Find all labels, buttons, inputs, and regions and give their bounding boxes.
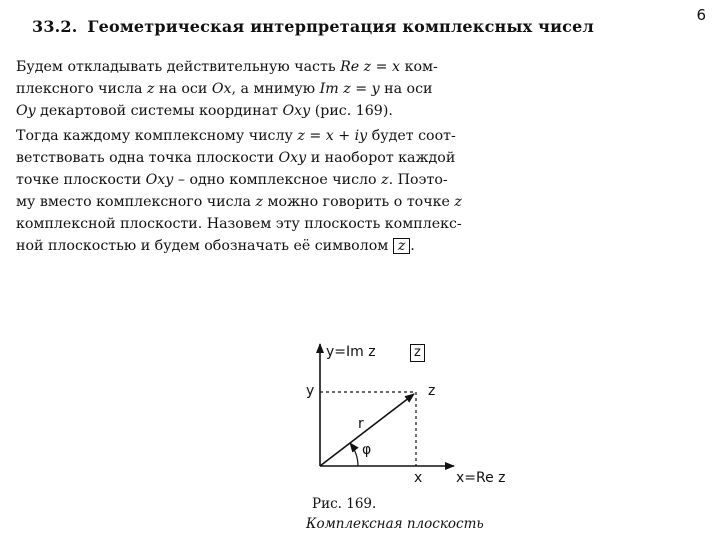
paragraph-2-line-6 <box>16 235 508 257</box>
paragraph-2 <box>16 125 508 257</box>
text-run: ком- <box>400 59 438 75</box>
formula: Oxy <box>282 103 311 119</box>
formula: Oxy <box>278 150 307 166</box>
figure-caption-number: Рис. 169. <box>312 496 377 512</box>
paragraph-1-line-2 <box>16 78 508 100</box>
text-run: и наоборот каждой <box>306 150 456 166</box>
paragraph-2-line-5 <box>16 213 508 235</box>
boxed-symbol: z <box>393 238 410 254</box>
y-coordinate-label: y <box>306 383 315 399</box>
point-z-label: z <box>428 383 436 399</box>
text-run: ной плоскостью и будем обозначать её символом <box>16 238 393 254</box>
formula: Oxy <box>145 172 174 188</box>
paragraph-1 <box>16 56 508 122</box>
section-number: 33.2. <box>32 17 78 36</box>
formula: Oy <box>16 103 36 119</box>
text-run: . Поэто- <box>388 172 448 188</box>
section-title: Геометрическая интерпретация комплексных чисел <box>87 17 594 36</box>
text-run: на оси <box>154 81 212 97</box>
paragraph-2-line-4 <box>16 191 508 213</box>
formula: Im z = y <box>319 81 380 97</box>
text-run: декартовой системы координат <box>35 103 283 119</box>
text-run: Будем откладывать действительную часть <box>16 59 341 75</box>
paragraph-2-line-3 <box>16 169 508 191</box>
text-run: можно говорить о точке <box>263 194 455 210</box>
formula: z <box>381 172 389 188</box>
x-axis-label: x=Re z <box>456 470 506 486</box>
y-axis-label: y=Im z <box>326 344 376 360</box>
text-run: плексного числа <box>16 81 147 97</box>
section-heading <box>32 17 594 36</box>
text-run: му вместо комплексного числа <box>16 194 256 210</box>
page-number: 6 <box>696 6 706 24</box>
text-run: на оси <box>379 81 433 97</box>
text-run: . <box>410 238 415 254</box>
text-run: , а мнимую <box>231 81 320 97</box>
paragraph-1-line-3 <box>16 100 508 122</box>
paragraph-2-line-1 <box>16 125 508 147</box>
text-run: ветствовать одна точка плоскости <box>16 150 279 166</box>
angle-arc <box>350 443 358 466</box>
argument-phi-label: φ <box>362 442 372 458</box>
text-run: (рис. 169). <box>310 103 393 119</box>
formula: Re z = x <box>340 59 401 75</box>
text-run: Тогда каждому комплексному числу <box>16 128 298 144</box>
figure-caption-text: Комплексная плоскость <box>306 516 484 532</box>
formula: z <box>255 194 264 210</box>
paragraph-1-line-1 <box>16 56 508 78</box>
formula: z <box>146 81 155 97</box>
complex-plane-figure <box>296 338 526 488</box>
text-run: комплексной плоскости. Назовем эту плоскость комплекс- <box>16 216 462 232</box>
x-coordinate-label: x <box>414 470 423 486</box>
modulus-r-label: r <box>358 416 364 432</box>
paragraph-2-line-2 <box>16 147 508 169</box>
complex-plane-symbol-box: z <box>410 344 425 362</box>
formula: Ox <box>211 81 232 97</box>
formula: z = x + iy <box>297 128 368 144</box>
text-run: будет соот- <box>367 128 456 144</box>
text-run: точке плоскости <box>16 172 146 188</box>
formula: z <box>454 194 462 210</box>
text-run: – одно комплексное число <box>173 172 382 188</box>
